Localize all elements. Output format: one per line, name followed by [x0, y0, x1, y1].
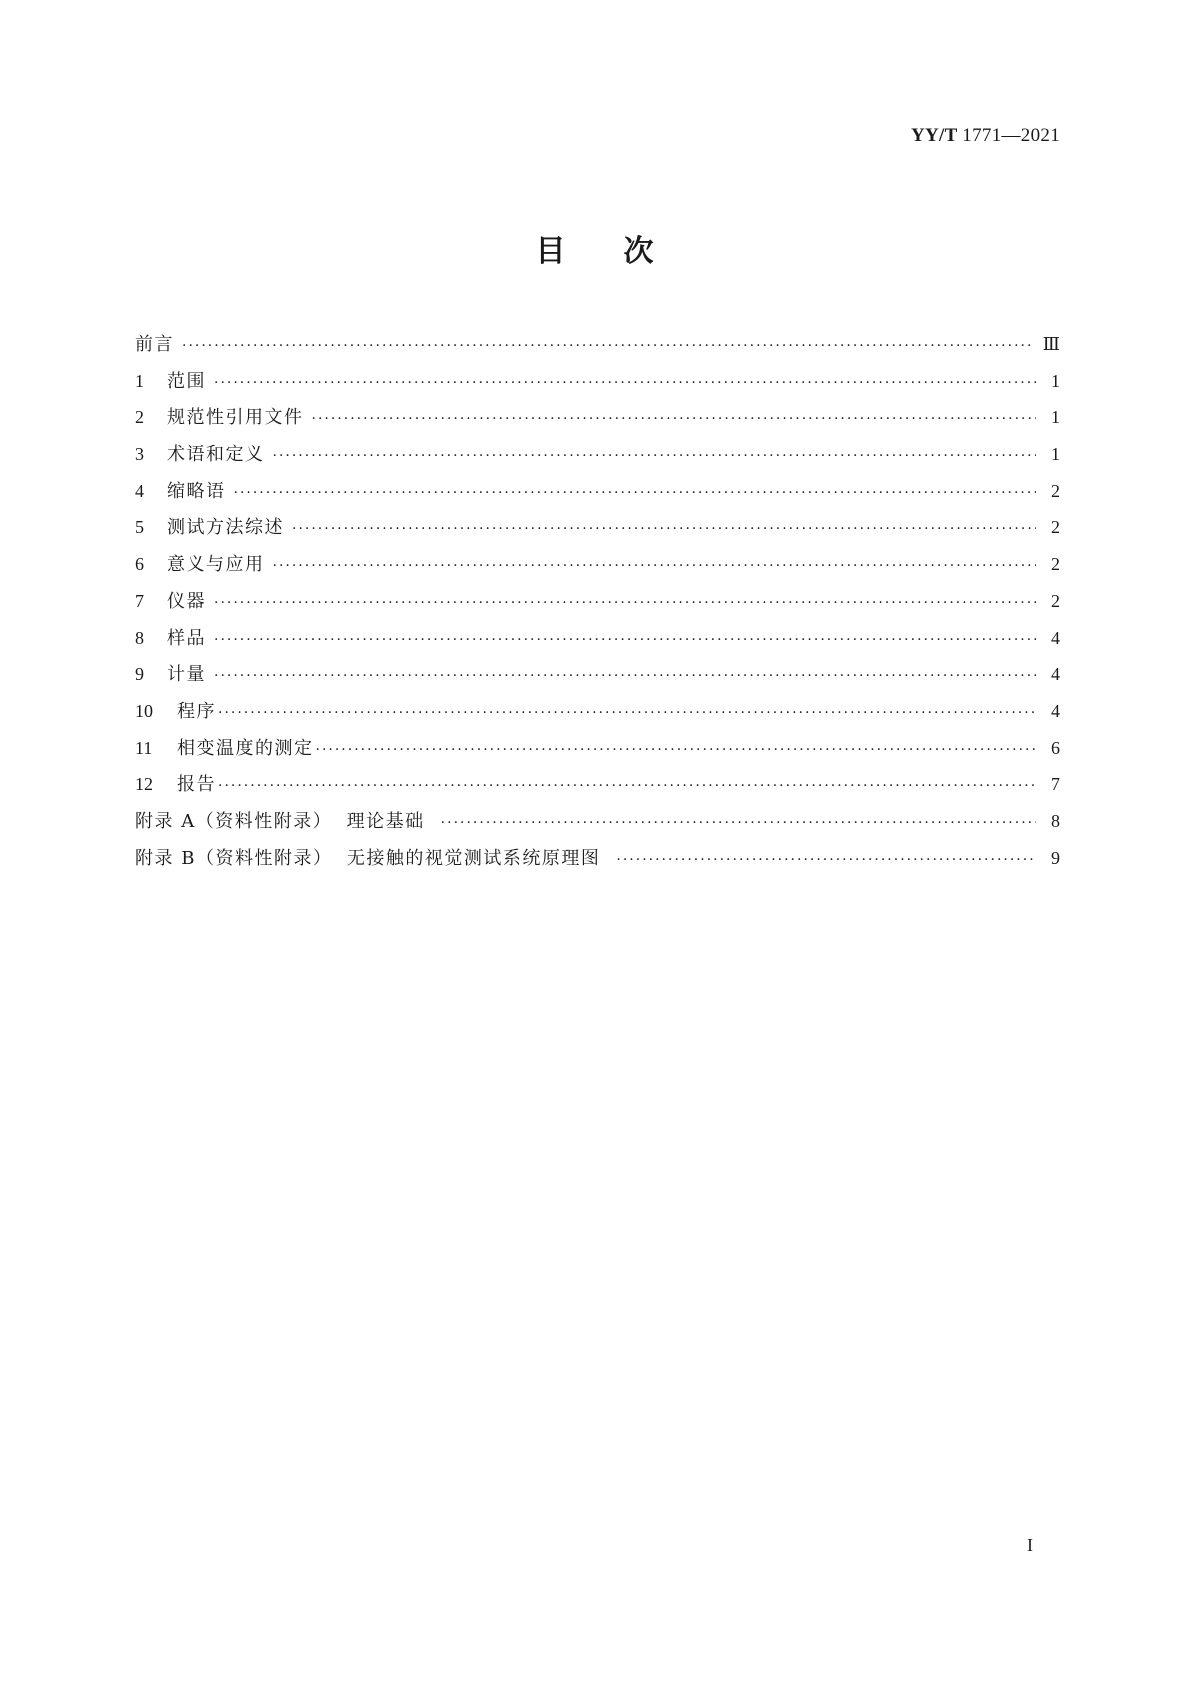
toc-leader-dots [214, 622, 1036, 659]
toc-entry-page: 6 [1051, 737, 1060, 758]
toc-leader-dots [234, 475, 1037, 512]
toc-entry-label: 意义与应用 [167, 554, 265, 576]
toc-entry-label: 附录 B（资料性附录） 无接触的视觉测试系统原理图 [135, 847, 601, 869]
toc-entry-number: 12 [135, 774, 153, 795]
toc-entry-label: 相变温度的测定 [177, 737, 314, 759]
toc-entry-number: 7 [135, 590, 144, 611]
toc-entry-label: 前言 [135, 334, 174, 355]
toc-entry-label: 样品 [167, 627, 206, 649]
toc-entry-number: 6 [135, 554, 144, 575]
toc-entry-number: 2 [135, 407, 144, 428]
toc-entry-page: 1 [1051, 444, 1060, 465]
toc-entry-9[interactable] [135, 656, 1060, 693]
toc-leader-dots [214, 658, 1036, 695]
standard-code-number: 1771—2021 [962, 125, 1060, 146]
toc-entry-label: 附录 A（资料性附录） 理论基础 [135, 810, 425, 832]
toc-entry-4[interactable] [135, 473, 1060, 510]
toc-entry-annex-a[interactable] [135, 803, 1060, 840]
toc-leader-dots [218, 768, 1036, 805]
toc-entry-page: Ⅲ [1042, 334, 1060, 354]
toc-entry-page: 2 [1051, 480, 1060, 501]
toc-entry-1[interactable] [135, 363, 1060, 400]
toc-leader-dots [214, 585, 1036, 622]
toc-entry-label: 报告 [177, 774, 216, 796]
toc-entry-page: 1 [1051, 407, 1060, 428]
toc-entry-number: 3 [135, 444, 144, 465]
toc-entry-10[interactable] [135, 693, 1060, 730]
toc-leader-dots [214, 365, 1036, 402]
toc-leader-dots [616, 842, 1036, 879]
toc-entry-number: 11 [135, 737, 153, 758]
toc-entry-number: 10 [135, 700, 153, 721]
toc-leader-dots [292, 511, 1036, 548]
toc-entry-page: 4 [1051, 627, 1060, 648]
title-char-1: 目 [535, 234, 568, 269]
toc-entry-page: 2 [1051, 590, 1060, 611]
standard-code-prefix: YY/T [910, 125, 958, 146]
toc-entry-label: 程序 [177, 700, 216, 722]
toc-entry-label: 范围 [167, 370, 206, 392]
toc-entry-page: 1 [1051, 370, 1060, 391]
toc-entry-number: 1 [135, 370, 144, 391]
toc-entry-annex-b[interactable] [135, 840, 1060, 877]
toc-entry-7[interactable] [135, 583, 1060, 620]
table-of-contents [135, 326, 1060, 876]
toc-entry-page: 4 [1051, 700, 1060, 721]
toc-entry-foreword[interactable] [135, 326, 1060, 363]
toc-entry-8[interactable] [135, 620, 1060, 657]
page-number: I [1027, 1535, 1033, 1555]
standard-code [911, 125, 1060, 147]
toc-entry-label: 测试方法综述 [167, 517, 284, 539]
toc-entry-label: 规范性引用文件 [167, 407, 304, 429]
toc-entry-label: 仪器 [167, 590, 206, 612]
toc-entry-3[interactable] [135, 436, 1060, 473]
toc-entry-label: 术语和定义 [167, 444, 265, 466]
toc-entry-number: 9 [135, 664, 144, 685]
toc-entry-2[interactable] [135, 399, 1060, 436]
toc-entry-page: 2 [1051, 554, 1060, 575]
toc-leader-dots [316, 732, 1037, 769]
toc-entry-label: 缩略语 [167, 480, 226, 502]
toc-entry-page: 2 [1051, 517, 1060, 538]
toc-entry-page: 8 [1051, 810, 1060, 831]
toc-entry-number: 8 [135, 627, 144, 648]
toc-entry-11[interactable] [135, 730, 1060, 767]
toc-entry-page: 7 [1051, 774, 1060, 795]
toc-entry-page: 4 [1051, 664, 1060, 685]
toc-entry-number: 4 [135, 480, 144, 501]
toc-entry-6[interactable] [135, 546, 1060, 583]
toc-entry-page: 9 [1051, 847, 1060, 868]
toc-entry-label: 计量 [167, 664, 206, 686]
title-char-2: 次 [623, 234, 656, 269]
toc-leader-dots [273, 438, 1037, 475]
toc-entry-number: 5 [135, 517, 144, 538]
toc-leader-dots [182, 328, 1033, 365]
toc-entry-12[interactable] [135, 766, 1060, 803]
toc-leader-dots [273, 548, 1037, 585]
toc-entry-5[interactable] [135, 509, 1060, 546]
page-title [0, 226, 1191, 270]
toc-leader-dots [441, 805, 1036, 842]
toc-leader-dots [218, 695, 1036, 732]
toc-leader-dots [312, 401, 1037, 438]
